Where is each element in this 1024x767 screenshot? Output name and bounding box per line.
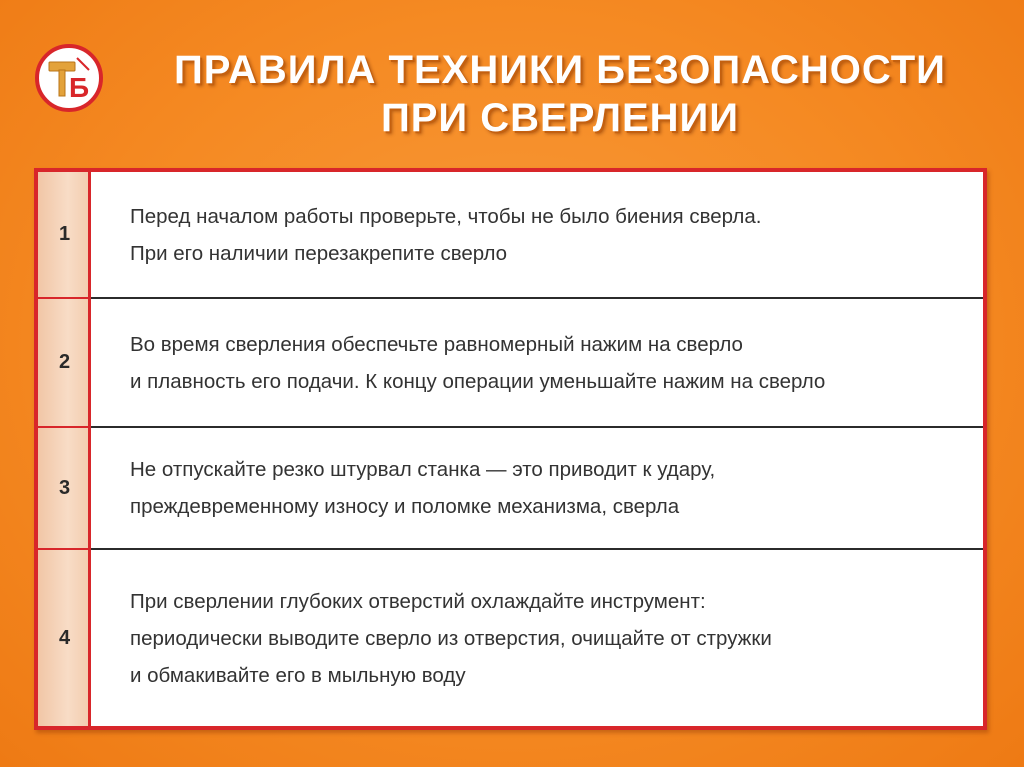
rules-table [34,168,987,730]
page-title [110,46,1010,142]
rule-text [130,428,967,548]
rule-text [130,550,967,726]
logo-letter: Б [69,72,90,103]
rule-text [130,299,967,426]
rule-line: Не отпускайте резко штурвал станка — это приводит к удару, [130,458,716,481]
rule-line: и плавность его подачи. К концу операции уменьшайте нажим на сверло [130,369,826,393]
title-line-2: ПРИ СВЕРЛЕНИИ [380,96,740,140]
rule-line: Перед началом работы проверьте, чтобы не было биения сверла. [130,204,762,228]
rule-number: 4 [58,626,71,649]
title-line-1: ПРАВИЛА ТЕХНИКИ БЕЗОПАСНОСТИ [174,48,946,92]
rule-line: Во время сверления обеспечьте равномерный нажим на сверло [130,332,743,356]
rule-text [130,172,967,297]
rule-row-1 [38,172,983,297]
rule-row-3 [38,428,983,548]
rule-number: 1 [58,223,71,245]
rule-number: 3 [58,476,71,499]
rule-line: и обмакивайте его в мыльную воду [130,663,466,687]
rule-line: При сверлении глубоких отверстий охлаждайте инструмент: [130,589,706,613]
rule-line: При его наличии перезакрепите сверло [130,241,508,265]
rule-row-4 [38,550,983,726]
safety-logo-icon [35,44,103,112]
rule-line: преждевременному износу и поломке механизма, сверла [130,495,680,518]
rule-row-2 [38,299,983,426]
rule-line: периодически выводите сверло из отверстия, очищайте от стружки [130,626,772,650]
rule-number: 2 [58,351,71,373]
